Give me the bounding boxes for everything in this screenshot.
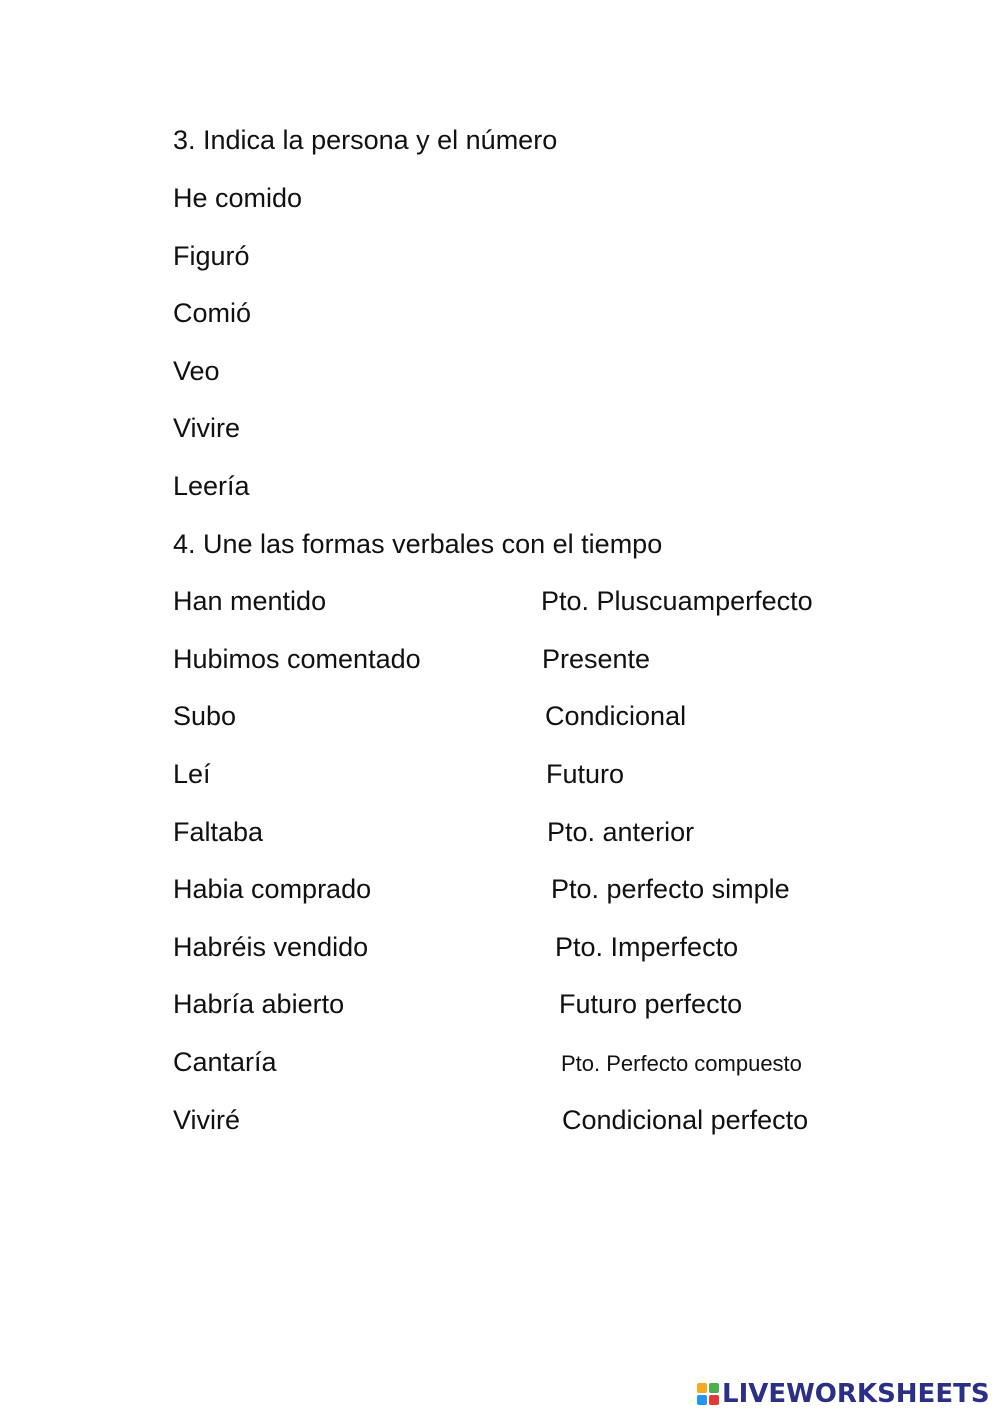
- verb-form-10: Viviré: [173, 1105, 241, 1135]
- verb-form-3: Subo: [173, 701, 237, 731]
- logo-square-1: [697, 1383, 707, 1393]
- tense-option-5: Pto. anterior: [547, 817, 695, 847]
- tense-option-10: Condicional perfecto: [562, 1105, 809, 1135]
- tense-option-9: Pto. Perfecto compuesto: [561, 1051, 802, 1076]
- section3-heading: [173, 124, 557, 156]
- section3-heading-text: Indica la persona y el número: [203, 125, 558, 155]
- tense-option-6: Pto. perfecto simple: [551, 874, 790, 904]
- logo-square-2: [709, 1383, 719, 1393]
- section4-heading-text: Une las formas verbales con el tiempo: [203, 529, 663, 559]
- verb-form-9: Cantaría: [173, 1047, 277, 1077]
- section3-item-2: Figuró: [173, 241, 250, 271]
- tense-option-2: Presente: [542, 644, 651, 674]
- tense-option-4: Futuro: [546, 759, 625, 789]
- logo-brand-text: LIVEWORKSHEETS: [722, 1379, 990, 1409]
- section3-item-4: Veo: [173, 356, 220, 386]
- tense-option-8: Futuro perfecto: [559, 989, 743, 1019]
- logo-square-4: [709, 1395, 719, 1405]
- tense-option-1: Pto. Pluscuamperfecto: [541, 586, 813, 616]
- verb-form-5: Faltaba: [173, 817, 264, 847]
- verb-form-7: Habréis vendido: [173, 932, 369, 962]
- logo-squares-icon: [697, 1383, 719, 1405]
- verb-form-4: Leí: [173, 759, 211, 789]
- verb-form-6: Habia comprado: [173, 874, 372, 904]
- section3-item-5: Vivire: [173, 413, 241, 443]
- tense-option-3: Condicional: [545, 701, 687, 731]
- verb-form-2: Hubimos comentado: [173, 644, 421, 674]
- section4-heading: [173, 528, 662, 560]
- tense-option-7: Pto. Imperfecto: [555, 932, 739, 962]
- verb-form-8: Habría abierto: [173, 989, 345, 1019]
- section3-number: 3.: [173, 125, 196, 155]
- section3-item-6: Leería: [173, 471, 250, 501]
- verb-form-1: Han mentido: [173, 586, 327, 616]
- section4-number: 4.: [173, 529, 196, 559]
- liveworksheets-logo: [697, 1378, 990, 1410]
- section3-item-1: He comido: [173, 183, 303, 213]
- logo-square-3: [697, 1395, 707, 1405]
- section3-item-3: Comió: [173, 298, 252, 328]
